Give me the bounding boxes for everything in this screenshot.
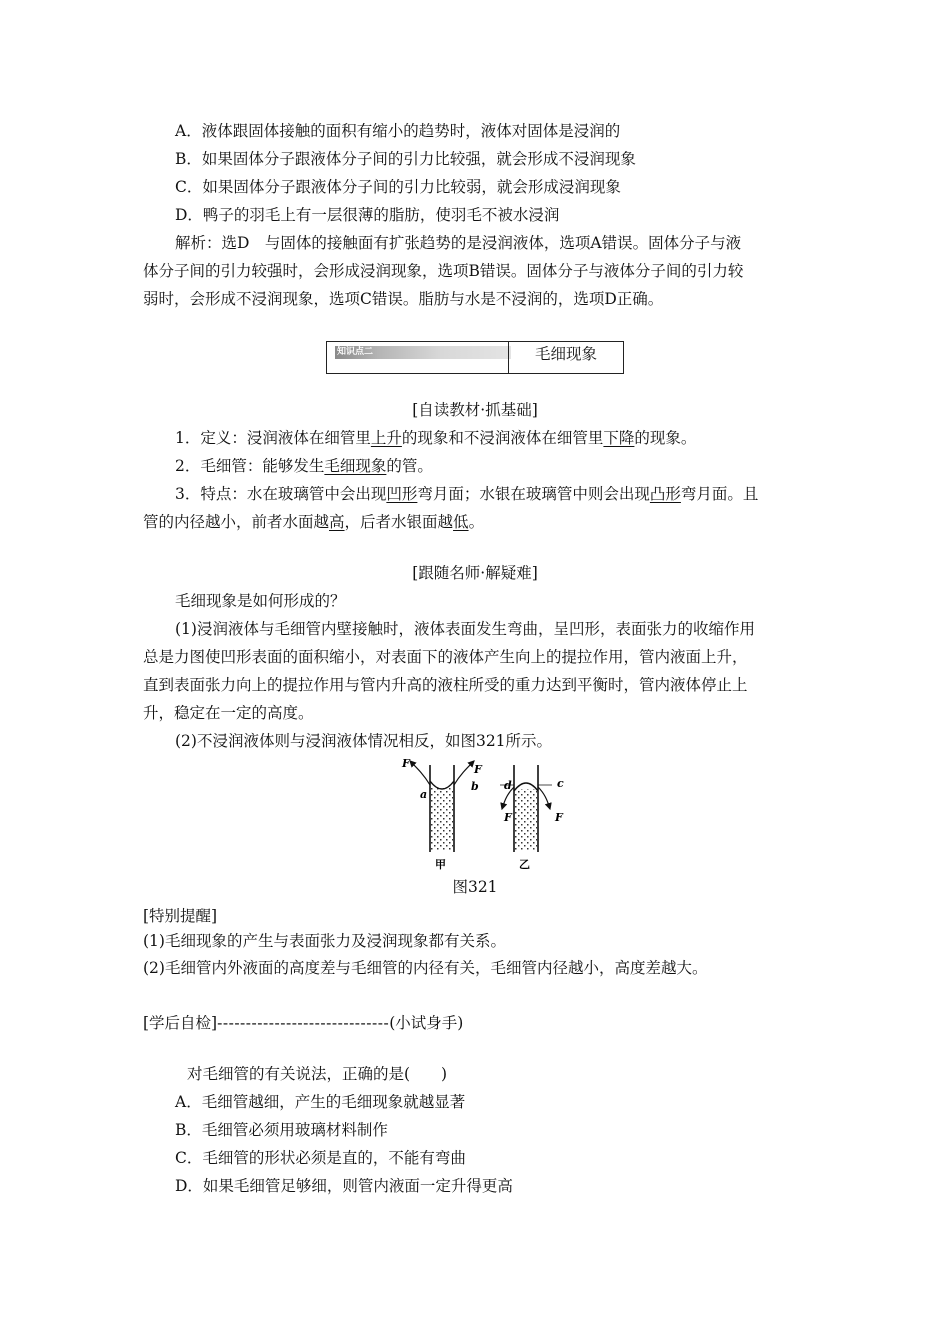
self-check-bar <box>143 1013 463 1033</box>
force-label: F <box>402 757 410 770</box>
point-label: c <box>557 777 564 790</box>
blank-low: 低 <box>453 513 469 531</box>
q2-option-b: B．毛细管必须用玻璃材料制作 <box>175 1121 388 1139</box>
blank-fall: 下降 <box>603 429 635 447</box>
definition-item: 1．定义：浸润液体在细管里上升的现象和不浸润液体在细管里下降的现象。 <box>175 429 697 447</box>
capillary-figure <box>400 757 580 875</box>
teacher-question: 毛细现象是如何形成的？ <box>175 592 346 610</box>
analysis-line-2: 体分子间的引力较强时，会形成浸润现象，选项B错误。固体分子与液体分子间的引力较 <box>143 262 744 280</box>
analysis-line-1: 解析：选D 与固体的接触面有扩张趋势的是浸润液体，选项A错误。固体分子与液 <box>175 234 742 252</box>
point-label: d <box>504 779 512 792</box>
self-study-heading: [自读教材·抓基础] <box>412 401 538 419</box>
force-label: F <box>555 811 563 824</box>
analysis-line-3: 弱时，会形成不浸润现象，选项C错误。脂肪与水是不浸润的，选项D正确。 <box>143 290 664 308</box>
tube-yi <box>500 765 564 871</box>
tip-item-1: (1)毛细现象的产生与表面张力及浸润现象都有关系。 <box>143 932 506 950</box>
force-label: F <box>504 811 512 824</box>
question-stem: 对毛细管的有关说法，正确的是( ) <box>187 1065 448 1083</box>
feature-item-line-1: 3．特点：水在玻璃管中会出现凹形弯月面；水银在玻璃管中则会出现凸形弯月面。且 <box>175 485 759 503</box>
teacher-p1-line-3: 直到表面张力向上的提拉作用与管内升高的液柱所受的重力达到平衡时，管内液体停止上 <box>143 676 748 694</box>
blank-rise: 上升 <box>370 429 402 447</box>
option-a: A．液体跟固体接触的面积有缩小的趋势时，液体对固体是浸润的 <box>175 122 621 140</box>
point-label: a <box>420 788 428 801</box>
option-b: B．如果固体分子跟液体分子间的引力比较强，就会形成不浸润现象 <box>175 150 636 168</box>
force-label: F <box>474 763 482 776</box>
self-check-label: [学后自检] <box>143 1014 218 1032</box>
teacher-heading: [跟随名师·解疑难] <box>412 564 538 582</box>
option-c: C．如果固体分子跟液体分子间的引力比较弱，就会形成浸润现象 <box>175 178 621 196</box>
teacher-p2: (2)不浸润液体则与浸润液体情况相反，如图321所示。 <box>175 732 553 750</box>
q2-option-c: C．毛细管的形状必须是直的，不能有弯曲 <box>175 1149 466 1167</box>
point-label: b <box>471 780 479 793</box>
tube-label: 乙 <box>519 858 530 871</box>
self-check-tag: (小试身手) <box>389 1014 464 1032</box>
teacher-p1-line-2: 总是力图使凹形表面的面积缩小，对表面下的液体产生向上的提拉作用，管内液面上升， <box>143 648 748 666</box>
knowledge-point-tag: 知识点二 <box>337 347 374 357</box>
q2-option-d: D．如果毛细管足够细，则管内液面一定升得更高 <box>175 1177 513 1195</box>
knowledge-point-banner <box>335 346 511 359</box>
tube-jia <box>401 757 483 871</box>
blank-convex: 凸形 <box>649 485 681 503</box>
tip-item-2: (2)毛细管内外液面的高度差与毛细管的内径有关，毛细管内径越小，高度差越大。 <box>143 959 708 977</box>
knowledge-point-title: 毛细现象 <box>534 345 597 363</box>
tips-heading: [特别提醒] <box>143 907 218 925</box>
blank-concave: 凹形 <box>386 485 418 503</box>
blank-capillary: 毛细现象 <box>324 457 387 475</box>
option-d: D．鸭子的羽毛上有一层很薄的脂肪，使羽毛不被水浸润 <box>175 206 560 224</box>
dash-leader: ------------------------------ <box>217 1014 390 1032</box>
teacher-p1-line-1: (1)浸润液体与毛细管内壁接触时，液体表面发生弯曲，呈凹形，表面张力的收缩作用 <box>175 620 755 638</box>
feature-item-line-2: 管的内径越小，前者水面越高，后者水银面越低。 <box>143 513 485 531</box>
knowledge-point-box <box>326 341 624 374</box>
q2-option-a: A．毛细管越细，产生的毛细现象就越显著 <box>175 1093 466 1111</box>
teacher-p1-line-4: 升，稳定在一定的高度。 <box>143 704 314 722</box>
blank-high: 高 <box>329 513 345 531</box>
capillary-item: 2．毛细管：能够发生毛细现象的管。 <box>175 457 433 475</box>
figure-caption: 图321 <box>452 878 498 896</box>
tube-label: 甲 <box>435 858 446 871</box>
